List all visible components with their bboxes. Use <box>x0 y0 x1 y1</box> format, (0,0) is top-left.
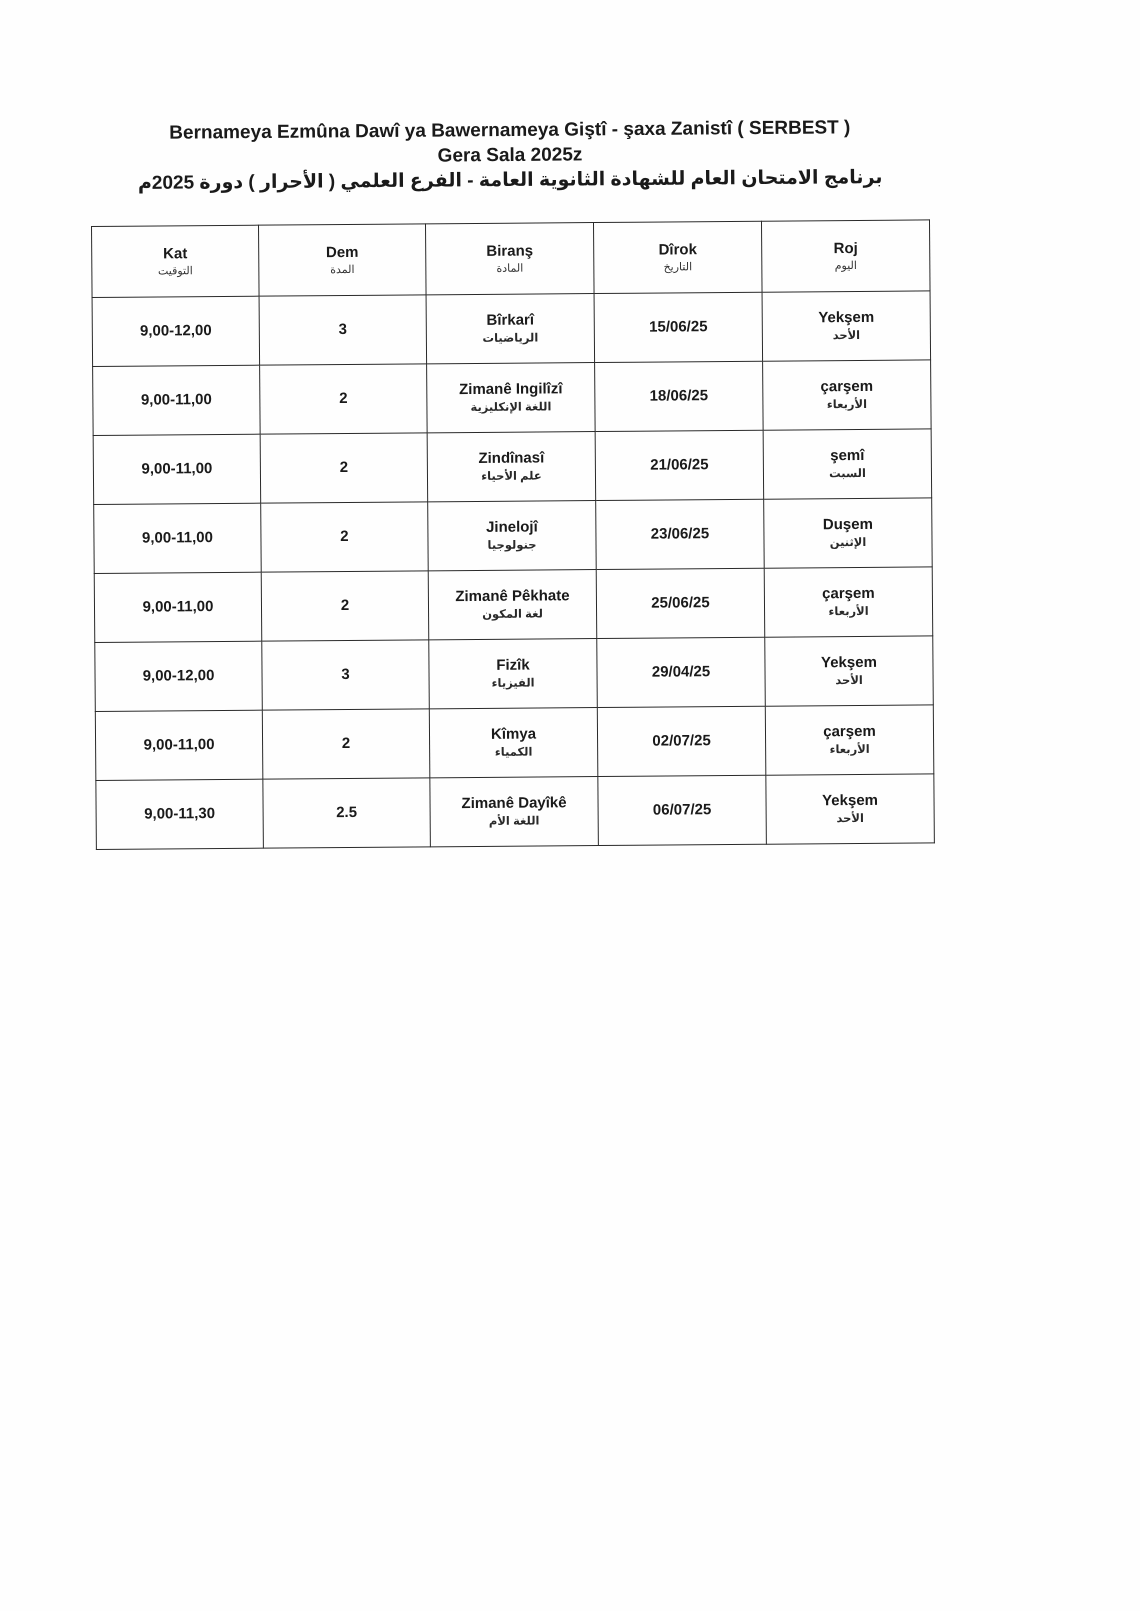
cell-day <box>765 705 934 775</box>
cell-duration <box>263 778 431 848</box>
duration-value: 2 <box>340 596 350 615</box>
day-name-arabic: الأربعاء <box>829 743 870 756</box>
schedule-table-wrapper <box>91 219 935 850</box>
time-value: 9,00-11,00 <box>141 529 213 547</box>
duration-value: 2 <box>340 527 349 546</box>
day-name: Duşem <box>822 515 873 533</box>
date-value: 18/06/25 <box>649 387 709 405</box>
day-name: Yekşem <box>820 653 877 671</box>
subject-name-arabic: اللغة الإنكليزية <box>470 400 552 414</box>
cell-subject <box>427 363 596 433</box>
header-label-arabic: التاريخ <box>663 260 693 274</box>
cell-time <box>94 503 262 573</box>
cell-duration <box>259 295 427 365</box>
header-duration <box>258 224 426 296</box>
header-label: Kat <box>163 244 188 262</box>
cell-time <box>94 572 262 642</box>
cell-date <box>596 499 765 569</box>
cell-duration <box>262 709 430 779</box>
date-value: 25/06/25 <box>651 594 710 612</box>
day-name-arabic: الإثنين <box>829 536 867 549</box>
date-value: 29/04/25 <box>651 663 711 681</box>
day-name: çarşem <box>820 377 874 395</box>
day-name: Yekşem <box>822 791 879 809</box>
subject-name: Fizîk <box>496 656 530 674</box>
subject-name-arabic: علم الأحياء <box>481 469 542 483</box>
subject-name-arabic: جنولوجيا <box>487 539 537 552</box>
day-name-arabic: السبت <box>828 467 866 480</box>
cell-date <box>595 430 764 500</box>
date-value: 02/07/25 <box>652 732 711 750</box>
cell-subject <box>428 570 597 640</box>
cell-day <box>766 774 935 844</box>
cell-date <box>597 637 766 707</box>
cell-subject <box>429 639 598 709</box>
time-value: 9,00-12,00 <box>142 667 215 685</box>
cell-date <box>596 568 765 638</box>
subject-name-arabic: الفيزياء <box>491 677 535 690</box>
cell-date <box>594 292 763 362</box>
time-value: 9,00-12,00 <box>139 322 212 340</box>
time-value: 9,00-11,30 <box>144 805 216 823</box>
header-subject <box>425 223 594 295</box>
cell-time <box>92 296 260 366</box>
header-label: Dîrok <box>658 240 697 259</box>
table-header-row <box>92 220 931 298</box>
duration-value: 2 <box>339 389 348 408</box>
day-name: Yekşem <box>818 308 875 326</box>
cell-subject <box>427 432 596 502</box>
cell-time <box>93 365 261 435</box>
cell-date <box>595 361 764 431</box>
header-label: Dem <box>325 243 359 261</box>
day-name-arabic: الأربعاء <box>828 605 869 618</box>
subject-name: Zimanê Ingilîzî <box>459 379 563 398</box>
day-name-arabic: الأربعاء <box>826 398 868 411</box>
subject-name-arabic: الكمياء <box>494 746 533 759</box>
subject-name: Zindînasî <box>478 448 545 467</box>
cell-subject <box>430 777 599 847</box>
cell-day <box>764 567 933 637</box>
table-row <box>94 498 933 574</box>
date-value: 21/06/25 <box>650 456 709 474</box>
day-name: şemî <box>830 446 865 464</box>
header-date <box>593 221 762 293</box>
cell-duration <box>261 502 429 572</box>
cell-day <box>765 636 934 706</box>
cell-subject <box>426 294 595 364</box>
header-label: Roj <box>833 239 858 257</box>
duration-value: 3 <box>341 665 350 684</box>
header-time <box>92 225 260 297</box>
cell-time <box>93 434 261 504</box>
time-value: 9,00-11,00 <box>140 391 212 409</box>
cell-time <box>95 641 263 711</box>
cell-date <box>598 775 767 845</box>
table-row <box>95 636 934 712</box>
table-row <box>92 291 931 367</box>
duration-value: 3 <box>338 320 348 339</box>
header-label-arabic: المدة <box>330 263 355 276</box>
time-value: 9,00-11,00 <box>142 598 214 616</box>
cell-date <box>597 706 766 776</box>
subject-name: Jinelojî <box>485 518 538 536</box>
document-subtitle: Gera Sala 2025z <box>437 144 583 167</box>
subject-name-arabic: لغة المكون <box>482 607 543 621</box>
cell-time <box>95 710 263 780</box>
document-header <box>100 115 921 196</box>
document-title-arabic: برنامج الامتحان العام للشهادة الثانوية العامة - الفرع العلمي ( الأحرار ) دورة 2025م <box>137 167 883 194</box>
subject-name: Kîmya <box>490 725 537 743</box>
cell-day <box>763 429 932 499</box>
duration-value: 2.5 <box>336 803 358 822</box>
cell-subject <box>428 501 597 571</box>
subject-name-arabic: اللغة الأم <box>488 814 540 828</box>
table-row <box>96 774 935 850</box>
table-row <box>93 429 932 505</box>
day-name: çarşem <box>823 722 876 740</box>
cell-day <box>763 360 932 430</box>
exam-schedule-table <box>91 219 935 850</box>
subject-name: Zimanê Dayîkê <box>461 793 567 812</box>
document-title: Bernameya Ezmûna Dawî ya Bawernameya Giştî - şaxa Zanistî ( SERBEST ) <box>169 117 851 144</box>
day-name: çarşem <box>822 584 875 602</box>
subject-name: Bîrkarî <box>486 311 535 329</box>
date-value: 15/06/25 <box>649 318 708 336</box>
day-name-arabic: الأحد <box>835 674 863 687</box>
table-row <box>94 567 933 643</box>
day-name-arabic: الأحد <box>832 329 861 342</box>
subject-name-arabic: الرياضيات <box>482 331 539 345</box>
cell-day <box>764 498 933 568</box>
header-day <box>761 220 930 292</box>
day-name-arabic: الأحد <box>836 812 864 825</box>
time-value: 9,00-11,00 <box>143 736 215 754</box>
duration-value: 2 <box>341 734 351 753</box>
date-value: 06/07/25 <box>652 801 712 819</box>
table-row <box>95 705 934 781</box>
subject-name: Zimanê Pêkhate <box>455 586 570 605</box>
cell-subject <box>429 708 598 778</box>
cell-duration <box>262 640 430 710</box>
time-value: 9,00-11,00 <box>141 460 213 478</box>
table-row <box>93 360 932 436</box>
header-label-arabic: التوقيت <box>157 264 193 277</box>
header-label-arabic: المادة <box>496 262 524 275</box>
date-value: 23/06/25 <box>650 525 710 543</box>
cell-duration <box>261 571 429 641</box>
cell-duration <box>260 433 428 503</box>
header-label: Biranş <box>486 242 534 260</box>
duration-value: 2 <box>339 458 349 477</box>
cell-time <box>96 779 264 849</box>
cell-day <box>762 291 931 361</box>
header-label-arabic: اليوم <box>834 259 857 272</box>
cell-duration <box>260 364 428 434</box>
